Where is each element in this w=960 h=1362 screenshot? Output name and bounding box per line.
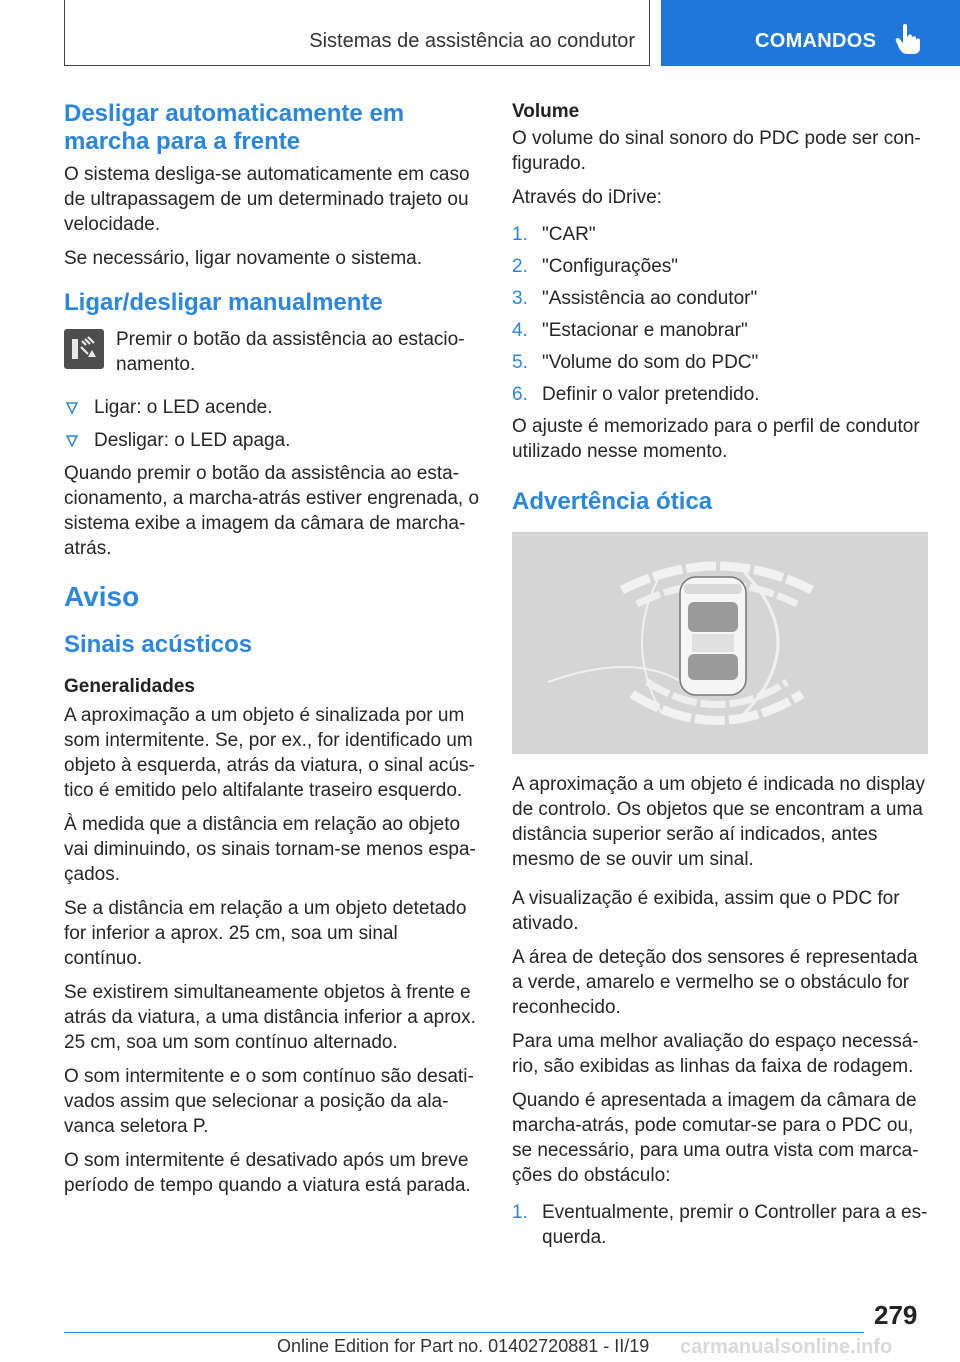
- paragraph: A aproximação a um objeto é sinalizada por um som intermitente. Se, por ex., for identificado um objeto à esquerda, atrás da viatura, o sinal acústico é emitido pelo altifalante traseiro esquerdo.: [64, 705, 475, 801]
- page-header: [0, 0, 960, 66]
- heading-aviso: Aviso: [64, 581, 140, 612]
- paragraph: O som intermitente e o som contínuo são desativados assim que selecionar a posição da alavanca seletora P.: [64, 1066, 474, 1137]
- step-text: "Assistência ao condutor": [542, 288, 758, 309]
- list-item: [512, 254, 928, 279]
- list-item: [512, 286, 928, 311]
- step-number: 6.: [512, 384, 528, 405]
- edition-text: Online Edition for Part no. 01402720881 - II/19: [277, 1336, 650, 1356]
- park-assist-instruction: [64, 327, 480, 377]
- step-number: 5.: [512, 352, 528, 373]
- paragraph: O volume do sinal sonoro do PDC pode ser configurado.: [512, 128, 921, 174]
- step-number: 4.: [512, 320, 528, 341]
- paragraph: À medida que a distância em relação ao objeto vai diminuindo, os sinais tornam-se menos espaçados.: [64, 814, 476, 885]
- paragraph: A aproximação a um objeto é indicada no display de controlo. Os objetos que se encontram a uma distância superior serão aí indicados, antes mesmo de se ouvir um sinal.: [512, 774, 925, 870]
- step-number: 1.: [512, 1202, 528, 1223]
- paragraph: Através do iDrive:: [512, 187, 662, 208]
- step-text: "Estacionar e manobrar": [542, 320, 748, 341]
- list-item: [512, 318, 928, 343]
- heading-volume: Volume: [512, 101, 580, 122]
- step-text: "CAR": [542, 224, 596, 245]
- list-item: [512, 382, 928, 407]
- left-column: [64, 100, 480, 1207]
- heading-sinais: Sinais acústicos: [64, 631, 253, 658]
- header-section-box: [64, 0, 650, 66]
- heading-optic: Advertência ótica: [512, 488, 713, 515]
- step-number: 1.: [512, 224, 528, 245]
- pointing-hand-icon: [895, 24, 921, 56]
- paragraph: Se a distância em relação a um objeto detetado for inferior a aprox. 25 cm, soa um sinal contínuo.: [64, 898, 467, 969]
- step-number: 3.: [512, 288, 528, 309]
- step-text: "Volume do som do PDC": [542, 352, 759, 373]
- footer-divider: [64, 1332, 864, 1333]
- park-assist-button-icon: [64, 329, 104, 369]
- list-item: [64, 428, 480, 453]
- pdc-display-illustration: [512, 532, 928, 754]
- list-item: [512, 350, 928, 375]
- paragraph: Se necessário, ligar novamente o sistema.: [64, 248, 423, 269]
- chapter-tab-label: COMANDOS: [755, 30, 877, 52]
- step-text: Eventualmente, premir o Controller para a esquerda.: [542, 1202, 928, 1248]
- step-text: Definir o valor pretendido.: [542, 384, 760, 405]
- page-number: 279: [874, 1300, 918, 1330]
- paragraph: Quando premir o botão da assistência ao estacionamento, a marcha-atrás estiver engrenada, o sistema exibe a imagem da câmara de marcha-atrás.: [64, 463, 480, 559]
- triangle-bullet-icon: [66, 435, 78, 447]
- heading-general: Generalidades: [64, 676, 195, 697]
- step-number: 2.: [512, 256, 528, 277]
- list-item: [512, 1200, 928, 1250]
- list-item: [512, 222, 928, 247]
- triangle-bullet-icon: [66, 402, 78, 414]
- paragraph: Para uma melhor avaliação do espaço necessário, são exibidas as linhas da faixa de rodagem.: [512, 1031, 919, 1077]
- paragraph: Quando é apresentada a imagem da câmara de marcha-atrás, pode comutar-se para o PDC ou, se necessário, para uma outra vista com marcações do obstáculo:: [512, 1090, 919, 1186]
- chapter-tab[interactable]: [661, 0, 960, 66]
- right-column: [512, 100, 928, 1257]
- pdc-display-graphic: [512, 532, 928, 754]
- step-text: "Configurações": [542, 256, 679, 277]
- paragraph: Se existirem simultaneamente objetos à frente e atrás da viatura, a uma distância inferior a aprox. 25 cm, soa um som contínuo alternado.: [64, 982, 476, 1053]
- list-item-text: Desligar: o LED apaga.: [94, 430, 291, 451]
- heading-auto-off: Desligar automaticamente em marcha para a frente: [64, 100, 405, 155]
- watermark: carmanualsonline.info: [680, 1336, 893, 1358]
- paragraph: O sistema desliga-se automaticamente em caso de ultrapassagem de um determinado trajeto ou velocidade.: [64, 164, 470, 235]
- paragraph: O som intermitente é desativado após um breve período de tempo quando a viatura está parada.: [64, 1150, 471, 1196]
- paragraph: O ajuste é memorizado para o perfil de condutor utilizado nesse momento.: [512, 416, 920, 462]
- section-title: Sistemas de assistência ao condutor: [309, 30, 635, 52]
- list-item: [64, 395, 480, 420]
- paragraph: A área de deteção dos sensores é representada a verde, amarelo e vermelho se o obstáculo for reconhecido.: [512, 947, 918, 1018]
- paragraph: A visualização é exibida, assim que o PDC for ativado.: [512, 888, 900, 934]
- list-item-text: Ligar: o LED acende.: [94, 397, 273, 418]
- heading-manual: Ligar/desligar manualmente: [64, 289, 383, 316]
- icon-instruction-text: Premir o botão da assistência ao estacionamento.: [116, 329, 465, 375]
